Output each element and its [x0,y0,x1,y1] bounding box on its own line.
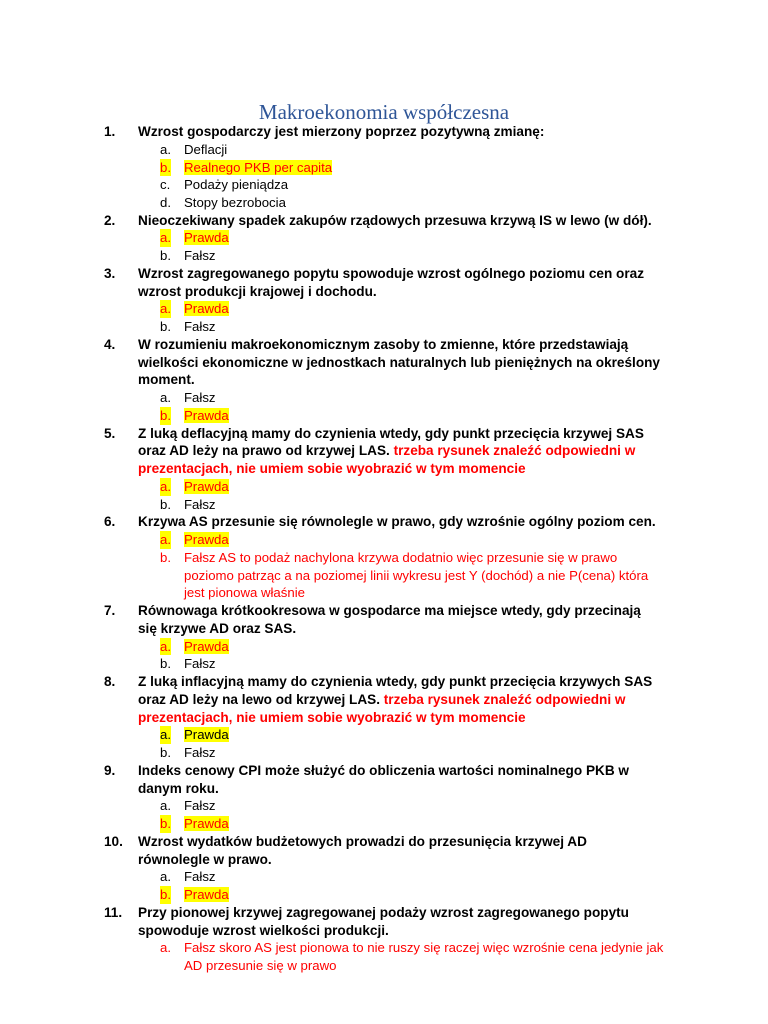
answer-option [0,318,670,336]
question [0,212,662,230]
question [0,833,662,869]
answer-options [0,229,768,264]
answer-option [0,939,670,974]
answer-option [0,176,670,194]
question-number: 4. [104,336,116,352]
question-number: 1. [104,124,116,139]
answer-option [0,549,670,602]
answer-options [0,939,768,974]
answer-option [0,194,670,212]
question [0,123,662,141]
question-list [0,123,768,975]
option-text: Prawda [184,638,229,654]
question-text: Wzrost wydatków budżetowych prowadzi do przesunięcia krzywej AD równolegle w prawo. [138,833,587,867]
question-text: Równowaga krótkookresowa w gospodarce ma miejsce wtedy, gdy przecinają się krzywe AD oraz SAS. [138,603,641,636]
option-letter: b. [160,816,171,832]
question [0,425,662,478]
answer-option [0,300,670,318]
option-text: Realnego PKB per capita [184,159,333,175]
question-number: 7. [104,603,116,619]
question-number: 9. [104,762,116,778]
option-letter: b. [160,319,171,335]
answer-option [0,638,670,656]
question-number: 8. [104,674,116,690]
question-block [0,513,768,602]
answer-option [0,229,670,247]
option-text: Fałsz [184,798,216,814]
option-text: Prawda [184,301,229,317]
answer-options [0,389,768,424]
option-letter: a. [160,727,171,743]
question-block [0,123,768,212]
option-text: Fałsz [184,869,216,885]
answer-options [0,638,768,673]
option-letter: b. [160,159,171,175]
option-text: Prawda [184,887,229,903]
option-letter: a. [160,638,171,654]
question-text: Z luką inflacyjną mamy do czynienia wtedy, gdy punkt przecięcia krzywych SAS oraz AD leży na lewo od krzywej LAS. [138,674,653,707]
answer-option [0,886,670,904]
answer-option [0,159,670,177]
question [0,904,662,940]
question-block [0,833,768,904]
question-text: Z luką deflacyjną mamy do czynienia wtedy, gdy punkt przecięcia krzywej SAS oraz AD leży na prawo od krzywej LAS. [138,425,644,459]
question-number: 5. [104,425,116,441]
option-letter: a. [160,479,171,494]
option-text: Prawda [184,407,229,423]
question-block [0,425,768,514]
document-title: Makroekonomia współczesna [258,100,510,124]
option-letter: b. [160,745,171,761]
question [0,673,662,726]
question-number: 3. [104,265,116,281]
question [0,762,662,798]
question-block [0,212,768,265]
answer-option [0,726,670,744]
question [0,265,662,301]
option-letter: a. [160,940,171,956]
option-letter: b. [160,549,171,565]
answer-option [0,478,670,496]
answer-option [0,531,670,549]
option-letter: b. [160,248,171,264]
option-text: Stopy bezrobocia [184,194,286,210]
answer-option [0,815,670,833]
option-letter: d. [160,194,171,210]
question-text: Wzrost gospodarczy jest mierzony poprzez pozytywną zmianę: [138,124,545,139]
answer-options [0,141,768,212]
option-text: Prawda [184,230,229,246]
option-text: Fałsz [184,319,216,335]
question-block [0,336,768,425]
question-number: 2. [104,212,116,228]
answer-option [0,141,670,159]
answer-options [0,726,768,761]
option-text: Fałsz [184,656,216,672]
answer-option [0,744,670,762]
option-text: Fałsz AS to podaż nachylona krzywa dodatnio więc przesunie się w prawo poziomo patrząc a na poziomej linii wykresu jest Y (dochód) a nie P(cena) która jest pionowa właśnie [184,549,649,601]
question-block [0,265,768,336]
option-letter: a. [160,141,171,157]
option-letter: a. [160,798,171,814]
question-text: W rozumieniu makroekonomicznym zasoby to zmienne, które przedstawiają wielkości ekonomiczne w jednostkach naturalnych lub pieniężnych na określony moment. [138,336,660,388]
answer-option [0,797,670,815]
question-number: 11. [104,904,123,920]
answer-option [0,247,670,265]
option-text: Podaży pieniądza [184,177,289,193]
question-block [0,904,768,975]
question-text: Przy pionowej krzywej zagregowanej podaży wzrost zagregowanego popytu spowoduje wzrost wielkości produkcji. [138,904,629,938]
option-text: Prawda [184,727,229,743]
option-text: Fałsz [184,745,216,761]
answer-option [0,868,670,886]
option-letter: a. [160,532,171,548]
answer-options [0,300,768,335]
option-text: Fałsz [184,496,216,512]
option-letter: b. [160,407,171,423]
question-number: 6. [104,514,116,530]
answer-options [0,531,768,602]
answer-option [0,407,670,425]
question [0,336,662,389]
question-note: trzeba rysunek znaleźć odpowiedni w prezentacjach, nie umiem sobie wyobrazić w tym momencie [138,443,636,477]
question-block [0,602,768,673]
question-number: 10. [104,833,123,849]
question-note: trzeba rysunek znaleźć odpowiedni w prezentacjach, nie umiem sobie wyobrazić w tym momencie [138,691,626,725]
answer-options [0,868,768,903]
option-text: Prawda [184,479,229,494]
answer-option [0,389,670,407]
answer-options [0,797,768,832]
answer-option [0,496,670,514]
question-text: Krzywa AS przesunie się równolegle w prawo, gdy wzrośnie ogólny poziom cen. [138,514,656,530]
option-text: Fałsz [184,248,216,264]
option-letter: b. [160,496,171,512]
question-text: Indeks cenowy CPI może służyć do obliczenia wartości nominalnego PKB w danym roku. [138,762,629,796]
question [0,602,662,638]
option-letter: a. [160,301,171,317]
option-letter: b. [160,887,171,903]
option-letter: c. [160,177,171,193]
option-text: Prawda [184,532,229,548]
question-block [0,762,768,833]
question-text: Wzrost zagregowanego popytu spowoduje wzrost ogólnego poziomu cen oraz wzrost produkcji krajowej i dochodu. [138,265,644,299]
answer-options [0,478,768,513]
option-text: Fałsz [184,390,216,406]
option-letter: a. [160,869,171,885]
question-block [0,673,768,762]
option-letter: b. [160,656,171,672]
answer-option [0,655,670,673]
question-text: Nieoczekiwany spadek zakupów rządowych przesuwa krzywą IS w lewo (w dół). [138,212,652,228]
option-letter: a. [160,390,171,406]
option-text: Deflacji [184,141,228,157]
option-text: Fałsz skoro AS jest pionowa to nie ruszy się raczej więc wzrośnie cena jedynie jak AD przesunie się w prawo [184,940,664,974]
option-letter: a. [160,230,171,246]
question [0,513,662,531]
option-text: Prawda [184,816,229,832]
